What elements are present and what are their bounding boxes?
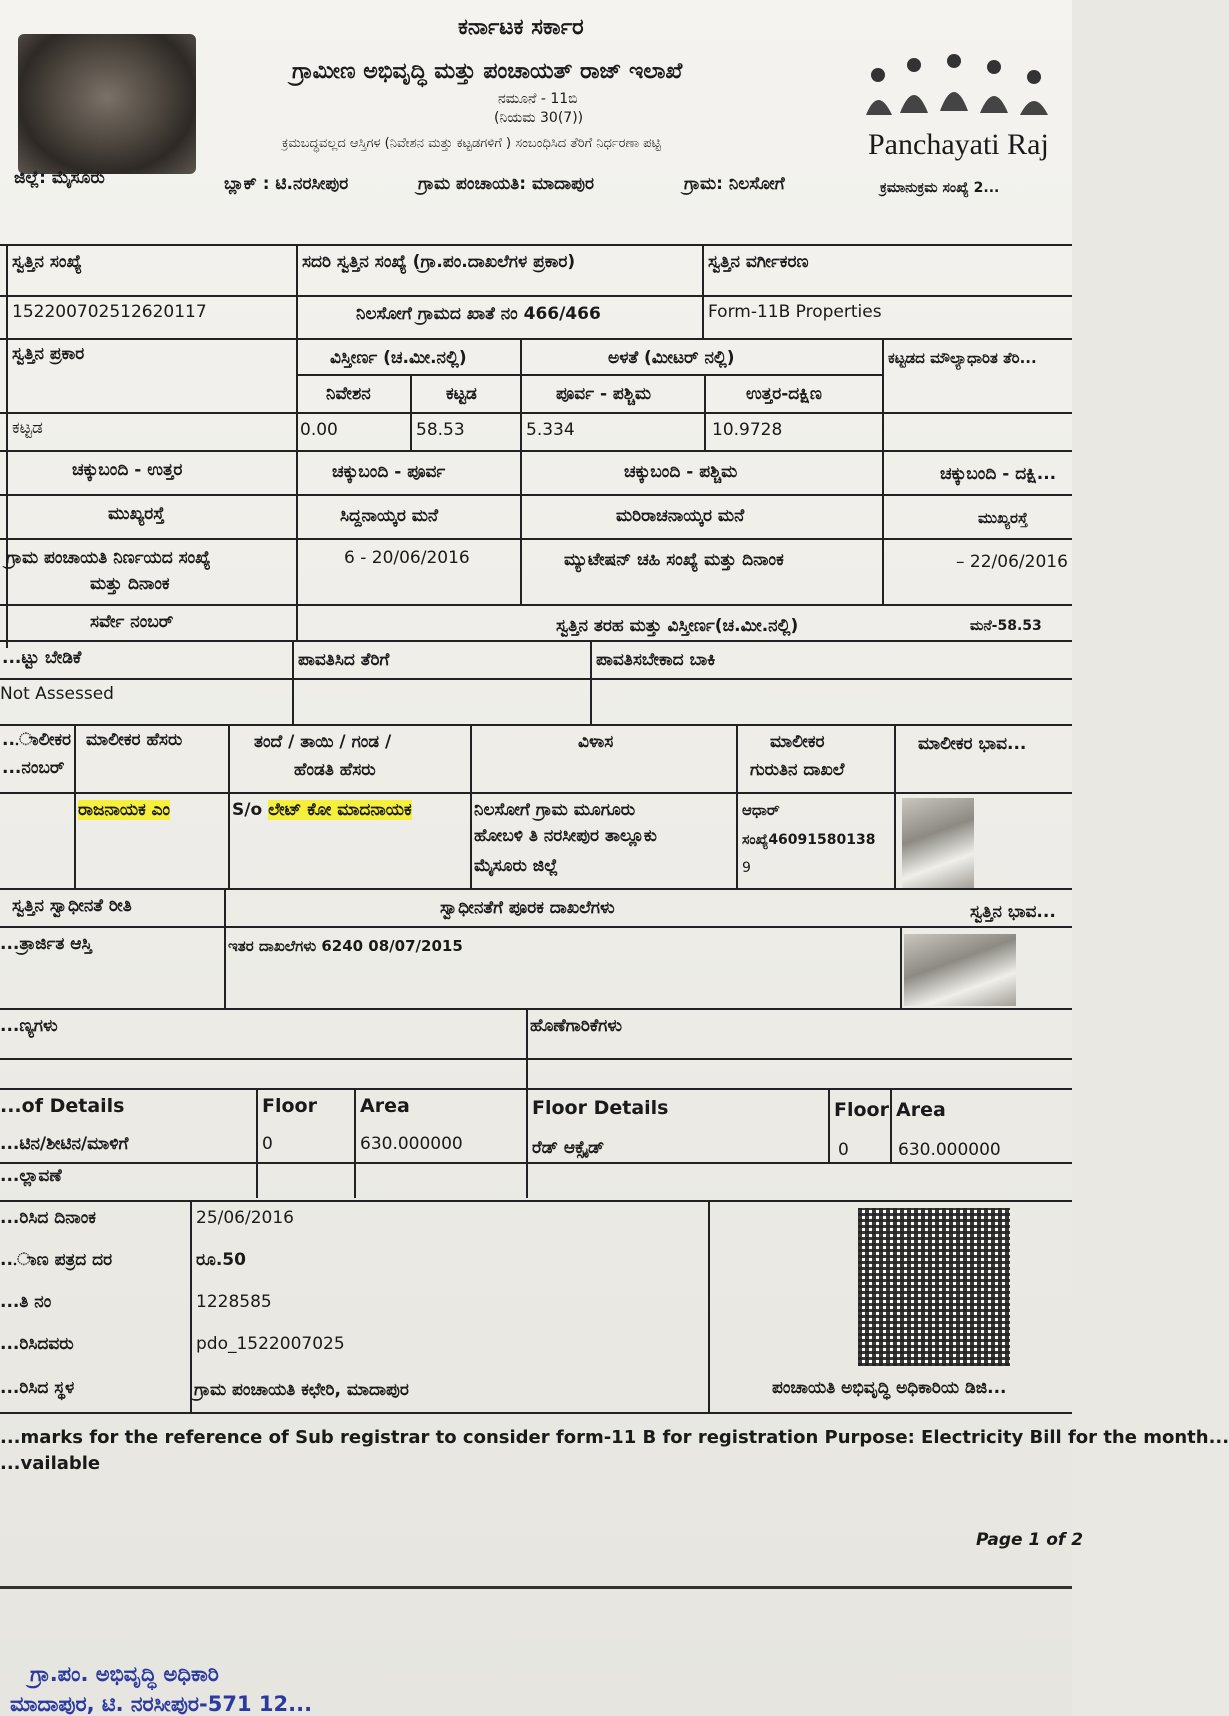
address-line-1: ನಿಲಸೋಗೆ ಗ್ರಾಮ ಮೂಗೂರು bbox=[474, 800, 636, 820]
east-west-length: 5.334 bbox=[526, 420, 575, 440]
issue-place: ಗ್ರಾಮ ಪಂಚಾಯತಿ ಕಛೇರಿ, ಮಾದಾಪುರ bbox=[194, 1380, 409, 1400]
owner-name: ರಾಜನಾಯಕ ಎಂ bbox=[78, 800, 171, 820]
id-proof-number-cont: 9 bbox=[742, 860, 751, 876]
building-tax-label: ಕಟ್ಟಡದ ಮೌಲ್ಯಾಧಾರಿತ ತೆರಿ... bbox=[888, 349, 1037, 367]
rule-number: (ನಿಯಮ 30(7)) bbox=[494, 110, 584, 126]
roof-type: ...ಟಿನ/ಶೀಟಿನ/ಮಾಳಿಗೆ bbox=[0, 1134, 129, 1154]
assets-label: ...ಣ್ಯಗಳು bbox=[0, 1016, 58, 1036]
boundary-east: ಸಿದ್ದನಾಯ್ಕರ ಮನೆ bbox=[340, 506, 439, 526]
panchayati-raj-logo-icon bbox=[862, 55, 1052, 130]
id-proof-label-2: ಗುರುತಿನ ದಾಖಲೆ bbox=[750, 760, 845, 780]
property-ref-label: ಸದರಿ ಸ್ವತ್ತಿನ ಸಂಖ್ಯೆ (ಗ್ರಾ.ಪಂ.ದಾಖಲೆಗಳ ಪ್ರಕಾರ) bbox=[302, 252, 576, 272]
property-id: 152200702512620117 bbox=[12, 302, 207, 322]
boundary-west: ಮರಿರಾಚನಾಯ್ಕರ ಮನೆ bbox=[616, 506, 745, 526]
property-ref: ನಿಲಸೋಗೆ ಗ್ರಾಮದ ಖಾತೆ ನಂ 466/466 bbox=[356, 304, 601, 324]
property-category-label: ಸ್ವತ್ತಿನ ವರ್ಗೀಕರಣ bbox=[708, 252, 809, 272]
property-kind-label: ಸ್ವತ್ತಿನ ತರಹ ಮತ್ತು ವಿಸ್ತೀರ್ಣ(ಚ.ಮೀ.ನಲ್ಲಿ) bbox=[556, 616, 799, 636]
address-label: ವಿಳಾಸ bbox=[578, 732, 614, 752]
karnataka-emblem-icon bbox=[18, 34, 196, 174]
owner-no-label: ...ಾಲೀಕರ bbox=[2, 730, 71, 750]
issued-by: pdo_1522007025 bbox=[196, 1334, 345, 1354]
survey-label: ಸರ್ವೇ ನಂಬರ್ bbox=[90, 612, 174, 632]
demand-value: Not Assessed bbox=[0, 684, 114, 704]
form-subtitle: ಕ್ರಮಬದ್ಧವಲ್ಲದ ಆಸ್ತಿಗಳ (ನಿವೇಶನ ಮತ್ತು ಕಟ್ಟಡಗಳಿಗೆ ) ಸಂಬಂಧಿಸಿದ ತೆರಿಗೆ ನಿರ್ಧರಣಾ ಪಟ್ಟಿ bbox=[282, 136, 661, 151]
parent-name: ಲೇಟ್ ಕೋ ಮಾದನಾಯಕ bbox=[268, 800, 412, 820]
supporting-docs: ಇತರ ದಾಖಲೆಗಳು 6240 08/07/2015 bbox=[228, 937, 463, 955]
certificate-rate-label: ...ಾಣ ಪತ್ರದ ದರ bbox=[0, 1250, 113, 1270]
boundary-east-label: ಚಕ್ಕುಬಂದಿ - ಪೂರ್ವ bbox=[332, 462, 446, 482]
floor-details-label: Floor Details bbox=[532, 1097, 669, 1119]
mutation-label: ಮ್ಯುಟೇಷನ್ ಚಹಿ ಸಂಖ್ಯೆ ಮತ್ತು ದಿನಾಂಕ bbox=[564, 550, 784, 570]
floor-number: 0 bbox=[838, 1140, 849, 1160]
building-area-label: ಕಟ್ಟಡ bbox=[446, 384, 477, 404]
property-photo bbox=[904, 934, 1016, 1006]
parent-name-label: ತಂದೆ / ತಾಯಿ / ಗಂಡ / bbox=[254, 732, 392, 752]
issue-date: 25/06/2016 bbox=[196, 1208, 294, 1228]
parent-prefix: S/o bbox=[232, 800, 263, 820]
receipt-no-label: ...ತಿ ನಂ bbox=[0, 1292, 52, 1312]
remarks-line-1: ...marks for the reference of Sub registrar to consider form-11 B for registration Purpose: Electricity Bill for the month... bbox=[0, 1427, 1229, 1448]
resolution-label: ಗ್ರಾಮ ಪಂಚಾಯತಿ ನಿರ್ಣಯದ ಸಂಖ್ಯೆ bbox=[6, 548, 211, 568]
boundary-north: ಮುಖ್ಯರಸ್ತೆ bbox=[108, 504, 165, 524]
parent-name-label-2: ಹೆಂಡತಿ ಹೆಸರು bbox=[294, 760, 376, 780]
id-proof-label: ಮಾಲೀಕರ bbox=[770, 732, 825, 752]
owner-name-label: ಮಾಲೀಕರ ಹೆಸರು bbox=[86, 730, 183, 750]
due-balance-label: ಪಾವತಿಸಬೇಕಾದ ಬಾಕಿ bbox=[596, 650, 716, 670]
gram-panchayat: ಗ್ರಾಮ ಪಂಚಾಯತಿ: ಮಾದಾಪುರ bbox=[418, 174, 594, 194]
roof-floor-label: Floor bbox=[262, 1095, 317, 1117]
id-proof-number: ಸಂಖ್ಯೆ46091580138 bbox=[742, 832, 876, 848]
resolution-value: 6 - 20/06/2016 bbox=[344, 548, 470, 568]
roof-type-cont: ...ಲ್ಲಾವಣೆ bbox=[0, 1166, 62, 1186]
north-south-label: ಉತ್ತರ-ದಕ್ಷಿಣ bbox=[746, 384, 822, 404]
village: ಗ್ರಾಮ: ನಿಲಸೋಗೆ bbox=[684, 174, 785, 194]
boundary-south-label: ಚಕ್ಕುಬಂದಿ - ದಕ್ಷಿ... bbox=[940, 464, 1057, 484]
property-type: ಕಟ್ಟಡ bbox=[12, 418, 43, 438]
stamp-line-2: ಮಾದಾಪುರ, ಟಿ. ನರಸೀಪುರ-571 12... bbox=[10, 1692, 313, 1716]
id-proof-type: ಆಧಾರ್ bbox=[742, 801, 780, 819]
block: ಬ್ಲಾಕ್ : ಟಿ.ನರಸೀಪುರ bbox=[224, 174, 349, 194]
north-south-length: 10.9728 bbox=[712, 420, 783, 440]
signatory-label: ಪಂಚಾಯತಿ ಅಭಿವೃದ್ಧಿ ಅಧಿಕಾರಿಯ ಡಿಜಿ... bbox=[772, 1378, 1007, 1398]
owner-photo-label: ಮಾಲೀಕರ ಭಾವ... bbox=[918, 734, 1027, 754]
resolution-label-2: ಮತ್ತು ದಿನಾಂಕ bbox=[90, 574, 170, 594]
mutation-value: – 22/06/2016 bbox=[956, 552, 1068, 572]
supporting-docs-label: ಸ್ವಾಧೀನತೆಗೆ ಪೂರಕ ದಾಖಲೆಗಳು bbox=[440, 898, 615, 918]
paid-tax-label: ಪಾವತಿಸಿದ ತೆರಿಗೆ bbox=[298, 650, 390, 670]
govt-title: ಕರ್ನಾಟಕ ಸರ್ಕಾರ bbox=[458, 15, 584, 40]
serial-label: ಕ್ರಮಾನುಕ್ರಮ ಸಂಖ್ಯೆ 2... bbox=[880, 180, 1000, 196]
acquisition-mode: ...ತ್ರಾರ್ಜಿತ ಆಸ್ತಿ bbox=[0, 934, 92, 954]
floor-label: Floor bbox=[834, 1099, 889, 1121]
dimensions-label: ಅಳತೆ (ಮೀಟರ್ ನಲ್ಲಿ) bbox=[608, 348, 735, 368]
panchayati-raj-text: Panchayati Raj bbox=[868, 128, 1049, 161]
floor-area: 630.000000 bbox=[898, 1140, 1001, 1160]
qr-code-icon bbox=[858, 1208, 1010, 1366]
liabilities-label: ಹೊಣೆಗಾರಿಕೆಗಳು bbox=[530, 1016, 623, 1036]
roof-floor: 0 bbox=[262, 1134, 273, 1154]
site-area: 0.00 bbox=[300, 420, 338, 440]
roof-details-label: ...of Details bbox=[0, 1095, 125, 1117]
owner-photo bbox=[902, 798, 974, 888]
form-number: ನಮೂನೆ - 11ಬಿ bbox=[498, 91, 578, 107]
east-west-label: ಪೂರ್ವ - ಪಶ್ಚಿಮ bbox=[556, 384, 651, 404]
floor-type: ರೆಡ್ ಆಕ್ಸೈಡ್ bbox=[532, 1138, 605, 1158]
certificate-rate: ರೂ.50 bbox=[196, 1250, 246, 1270]
acquisition-mode-label: ಸ್ವತ್ತಿನ ಸ್ವಾಧೀನತೆ ರೀತಿ bbox=[12, 896, 132, 916]
issue-place-label: ...ರಿಸಿದ ಸ್ಥಳ bbox=[0, 1378, 75, 1398]
property-kind-value: ಮನೆ-58.53 bbox=[970, 618, 1042, 634]
property-type-label: ಸ್ವತ್ತಿನ ಪ್ರಕಾರ bbox=[12, 344, 85, 364]
site-area-label: ನಿವೇಶನ bbox=[326, 384, 371, 404]
roof-area-label: Area bbox=[360, 1095, 410, 1117]
boundary-north-label: ಚಕ್ಕುಬಂದಿ - ಉತ್ತರ bbox=[72, 460, 183, 480]
floor-area-label: Area bbox=[896, 1099, 946, 1121]
address-line-3: ಮೈಸೂರು ಜಿಲ್ಲೆ bbox=[474, 856, 558, 876]
property-photo-label: ಸ್ವತ್ತಿನ ಭಾವ... bbox=[970, 902, 1056, 922]
stamp-line-1: ಗ್ರಾ.ಪಂ. ಅಭಿವೃದ್ಧಿ ಅಧಿಕಾರಿ bbox=[30, 1662, 219, 1686]
property-id-label: ಸ್ವತ್ತಿನ ಸಂಖ್ಯೆ bbox=[12, 252, 82, 272]
demand-label: ...ಟ್ಟು ಬೇಡಿಕೆ bbox=[2, 648, 82, 668]
receipt-no: 1228585 bbox=[196, 1292, 272, 1312]
issue-date-label: ...ರಿಸಿದ ದಿನಾಂಕ bbox=[0, 1208, 96, 1228]
remarks-line-2: ...vailable bbox=[0, 1453, 101, 1474]
page-number: Page 1 of 2 bbox=[976, 1530, 1084, 1550]
issued-by-label: ...ರಿಸಿದವರು bbox=[0, 1334, 74, 1354]
owner-no-label-2: ...ನಂಬರ್ bbox=[2, 758, 65, 778]
boundary-south: ಮುಖ್ಯರಸ್ತೆ bbox=[978, 509, 1028, 527]
property-category: Form-11B Properties bbox=[708, 302, 882, 322]
boundary-west-label: ಚಕ್ಕುಬಂದಿ - ಪಶ್ಚಿಮ bbox=[624, 462, 738, 482]
district: ಜಿಲ್ಲೆ: ಮೈಸೂರು bbox=[14, 168, 105, 188]
dept-title: ಗ್ರಾಮೀಣ ಅಭಿವೃದ್ಧಿ ಮತ್ತು ಪಂಚಾಯತ್ ರಾಜ್ ಇಲಾಖೆ bbox=[292, 59, 683, 84]
area-label: ವಿಸ್ತೀರ್ಣ (ಚ.ಮೀ.ನಲ್ಲಿ) bbox=[330, 348, 467, 368]
address-line-2: ಹೋಬಳಿ ತಿ ನರಸೀಪುರ ತಾಲ್ಲೂಕು bbox=[474, 826, 657, 846]
building-area: 58.53 bbox=[416, 420, 465, 440]
roof-area: 630.000000 bbox=[360, 1134, 463, 1154]
